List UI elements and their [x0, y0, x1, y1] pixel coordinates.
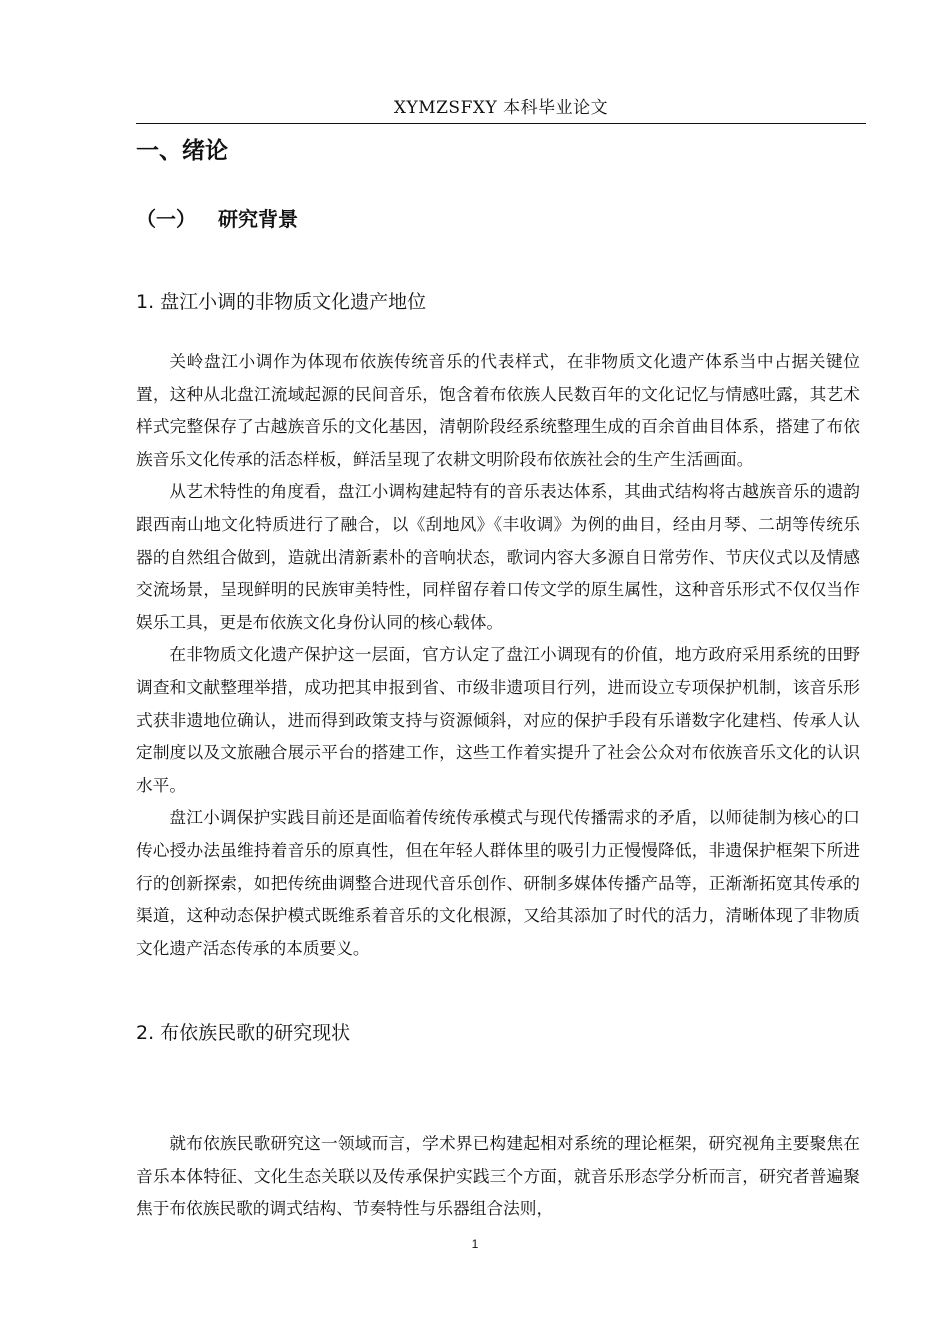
- section-number: （一）: [136, 207, 196, 231]
- paragraph: 关岭盘江小调作为体现布依族传统音乐的代表样式，在非物质文化遗产体系当中占据关键位置，这种从北盘江流域起源的民间音乐，饱含着布依族人民数百年的文化记忆与情感吐露，其艺术样式完整保存了古越族音乐的文化基因，清朝阶段经系统整理生成的百余首曲目体系，搭建了布依族音乐文化传承的活态样板，鲜活呈现了农耕文明阶段布依族社会的生产生活画面。: [136, 351, 860, 469]
- subsection-body-1: [136, 345, 860, 964]
- paragraph: 就布依族民歌研究这一领域而言，学术界已构建起相对系统的理论框架，研究视角主要聚焦在音乐本体特征、文化生态关联以及传承保护实践三个方面，就音乐形态学分析而言，研究者普遍聚焦于布依族民歌的调式结构、节奏特性与乐器组合法则，: [136, 1133, 860, 1219]
- subsection-body-2: [136, 1127, 860, 1225]
- chapter-title: 一、绪论: [136, 138, 228, 164]
- header-rule: [136, 123, 866, 124]
- section-title: 研究背景: [218, 207, 298, 231]
- page-number: 1: [471, 1237, 479, 1251]
- paragraph: 盘江小调保护实践目前还是面临着传统传承模式与现代传播需求的矛盾，以师徒制为核心的口传心授办法虽维持着音乐的原真性，但在年轻人群体里的吸引力正慢慢降低，非遗保护框架下所进行的创新探索，如把传统曲调整合进现代音乐创作、研制多媒体传播产品等，正渐渐拓宽其传承的渠道，这种动态保护模式既维系着音乐的文化根源，又给其添加了时代的活力，清晰体现了非物质文化遗产活态传承的本质要义。: [136, 807, 860, 958]
- paragraph: 在非物质文化遗产保护这一层面，官方认定了盘江小调现有的价值，地方政府采用系统的田野调查和文献整理举措，成功把其申报到省、市级非遗项目行列，进而设立专项保护机制，该音乐形式获非遗地位确认，进而得到政策支持与资源倾斜，对应的保护手段有乐谱数字化建档、传承人认定制度以及文旅融合展示平台的搭建工作，这些工作着实提升了社会公众对布依族音乐文化的认识水平。: [136, 644, 860, 795]
- paragraph: 从艺术特性的角度看，盘江小调构建起特有的音乐表达体系，其曲式结构将古越族音乐的遗韵跟西南山地文化特质进行了融合，以《刮地风》《丰收调》为例的曲目，经由月琴、二胡等传统乐器的自然组合做到，造就出清新素朴的音响状态，歌词内容大多源自日常劳作、节庆仪式以及情感交流场景，呈现鲜明的民族审美特性，同样留存着口传文学的原生属性，这种音乐形式不仅仅当作娱乐工具，更是布依族文化身份认同的核心载体。: [136, 481, 860, 632]
- subsection-heading-1: 1. 盘江小调的非物质文化遗产地位: [136, 291, 427, 313]
- subsection-heading-2: 2. 布依族民歌的研究现状: [136, 1022, 351, 1044]
- running-header: XYMZSFXY 本科毕业论文: [393, 98, 609, 118]
- section-heading: [136, 202, 298, 236]
